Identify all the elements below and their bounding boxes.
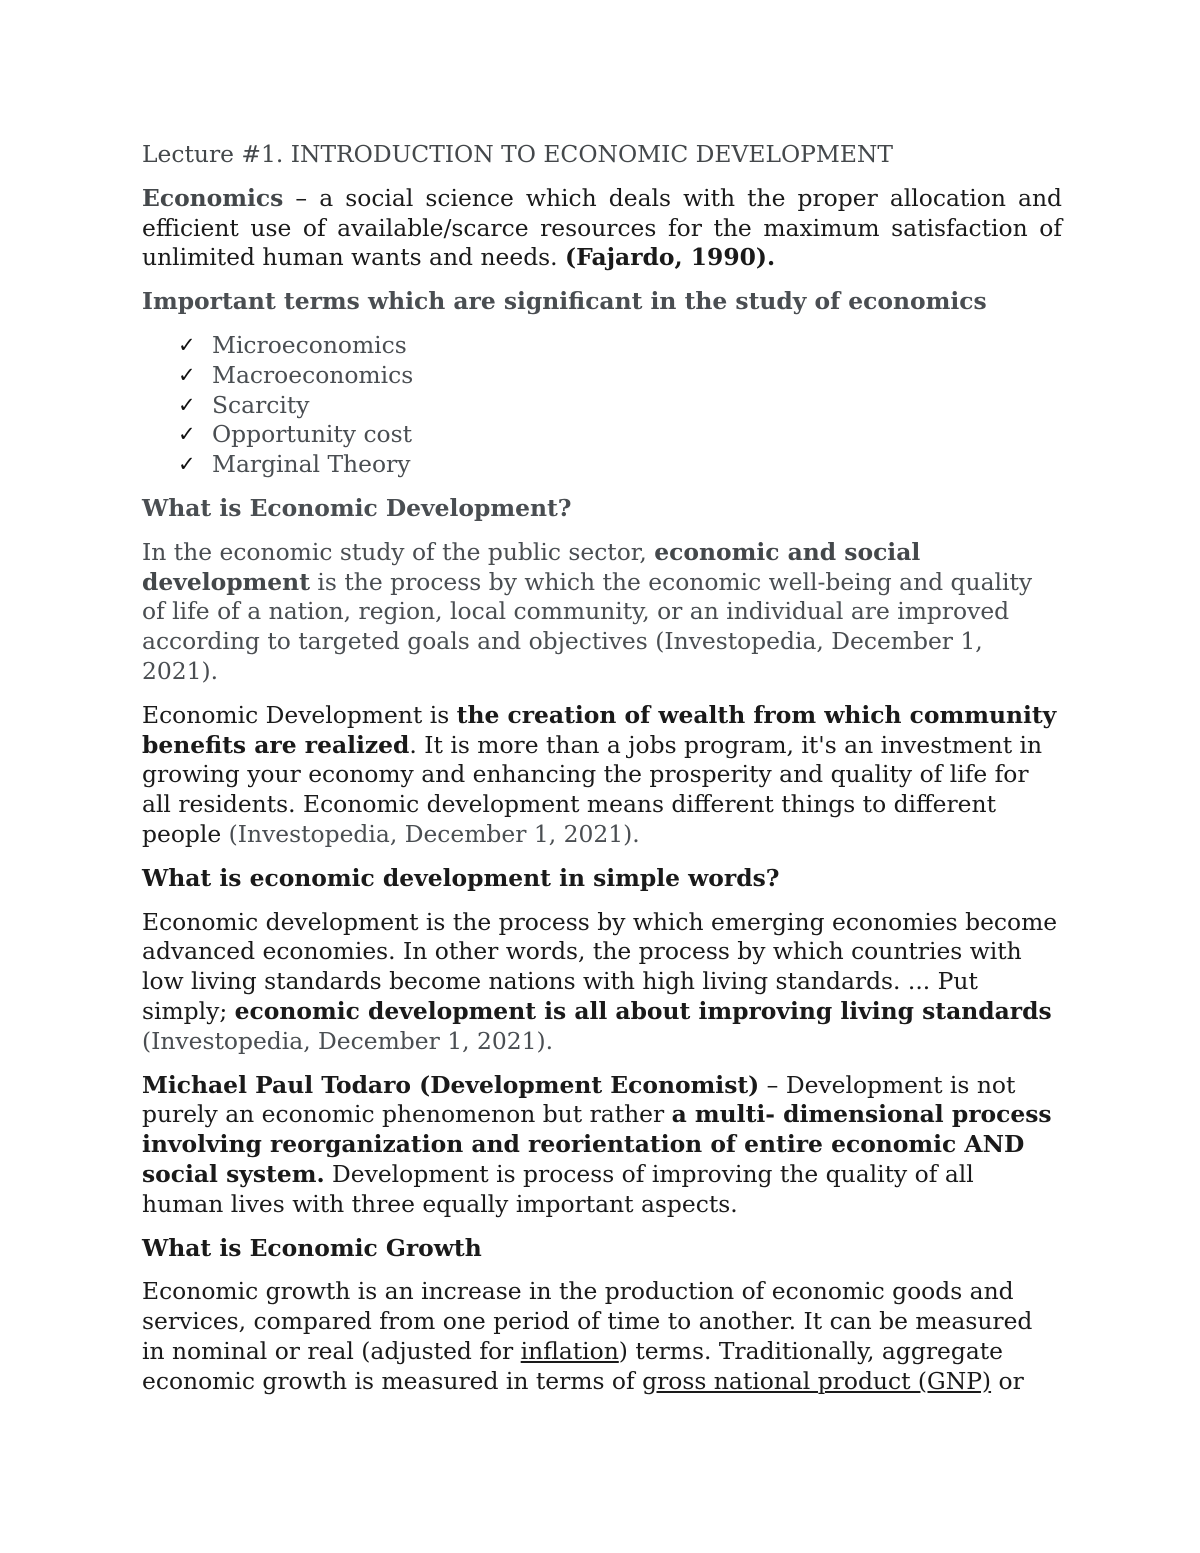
list-item: ✓ Marginal Theory <box>178 450 411 479</box>
paragraph-creation-of-wealth: Economic Development is the creation of wealth from which community benefits are realized. It is more than a jobs program, it's an investment in growing your economy and enhancing the prosperity and quality of life for all residents. Economic development means different things to different people (Investopedia, December 1, 2021). <box>142 700 1057 848</box>
section-heading-economic-development: What is Economic Development? <box>142 493 572 522</box>
inflation-link[interactable]: inflation <box>520 1336 619 1365</box>
list-item: ✓ Opportunity cost <box>178 420 413 449</box>
list-item: ✓ Scarcity <box>178 390 310 419</box>
definition-term: Economics <box>142 183 284 212</box>
checkmark-icon: ✓ <box>178 332 196 357</box>
section-heading-economic-growth: What is Economic Growth <box>142 1233 482 1262</box>
list-item: ✓ Microeconomics <box>178 330 407 359</box>
section-heading-simple-words: What is economic development in simple words? <box>142 863 780 892</box>
paragraph-economic-growth: Economic growth is an increase in the production of economic goods and services, compared from one period of time to another. It can be measured in nominal or real (adjusted for inflation) terms. Traditionally, aggregate economic growth is measured in terms of gross national product (GNP) or <box>142 1277 1033 1395</box>
terms-list <box>142 331 1062 480</box>
terms-heading: Important terms which are significant in the study of economics <box>142 287 987 316</box>
definition-citation: (Fajardo, 1990). <box>565 243 776 272</box>
economics-definition <box>142 184 1062 273</box>
document-page <box>142 140 1062 1396</box>
lecture-title: Lecture #1. INTRODUCTION TO ECONOMIC DEVELOPMENT <box>142 140 893 168</box>
gnp-link[interactable]: gross national product (GNP) <box>642 1366 992 1395</box>
paragraph-todaro: Michael Paul Todaro (Development Economist) – Development is not purely an economic phenomenon but rather a multi- dimensional process involving reorganization and reorientation of entire economic AND social system. Development is process of improving the quality of all human lives with three equally important aspects. <box>142 1070 1052 1218</box>
paragraph-economic-social-development: In the economic study of the public sector, economic and social development is the process by which the economic well-being and quality of life of a nation, region, local community, or an individual are improved according to targeted goals and objectives (Investopedia, December 1, 2021). <box>142 537 1033 685</box>
definition-text: – a social science which deals with the proper allocation and efficient use of available/scarce resources for the maximum satisfaction of unlimited human wants and needs. <box>142 183 1062 272</box>
list-item: ✓ Macroeconomics <box>178 360 414 389</box>
checkmark-icon: ✓ <box>178 362 196 387</box>
paragraph-simple-words: Economic development is the process by which emerging economies become advanced economies. In other words, the process by which countries with low living standards become nations with high living standards. ... Put simply; economic development is all about improving living standards (Investopedia, December 1, 2021). <box>142 907 1058 1055</box>
checkmark-icon: ✓ <box>178 422 196 447</box>
checkmark-icon: ✓ <box>178 452 196 477</box>
checkmark-icon: ✓ <box>178 392 196 417</box>
